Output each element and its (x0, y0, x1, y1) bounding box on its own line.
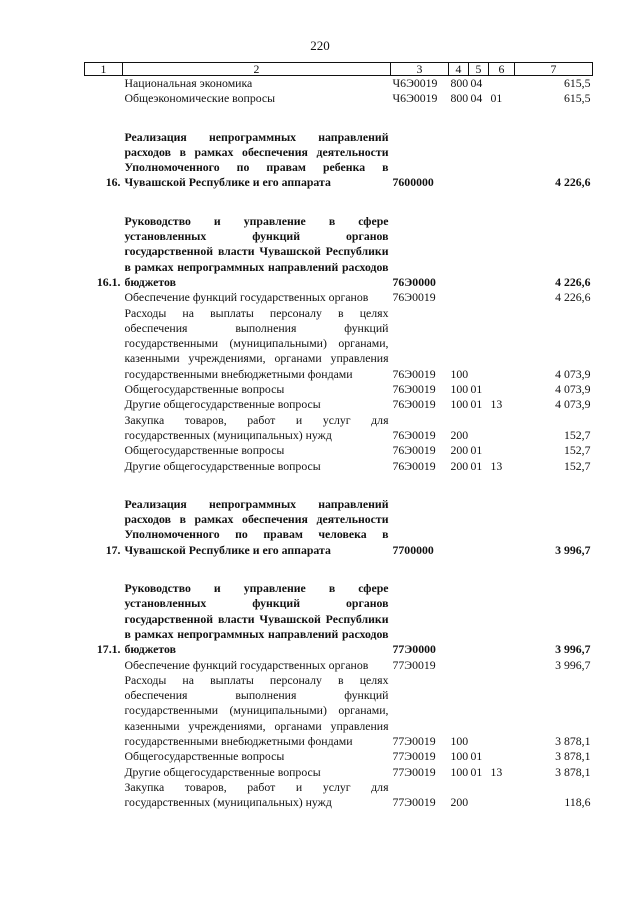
table-row (85, 673, 593, 749)
row-expense-type: 800 (450, 91, 469, 106)
section-row (85, 130, 593, 191)
row-number (85, 382, 123, 397)
row-number (85, 459, 123, 474)
row-code: 77Э0000 (392, 642, 436, 657)
row-code: 76Э0019 (392, 290, 436, 305)
row-expense-type: 100 (450, 764, 469, 779)
row-number (85, 443, 123, 458)
section-row (85, 214, 593, 290)
row-expense-type (449, 658, 469, 673)
row-name: Общегосударственные вопросы (124, 382, 285, 397)
column-header: 3 (391, 63, 449, 76)
row-subsection: 01 (490, 91, 503, 106)
row-expense-type: 100 (450, 733, 469, 748)
row-name: Другие общегосударственные вопросы (124, 397, 321, 412)
row-name: Общеэкономические вопросы (124, 91, 276, 106)
row-number (85, 413, 123, 444)
table-row (85, 382, 593, 397)
row-amount: 3 878,1 (555, 764, 591, 779)
row-name: Обеспечение функций государственных органов (124, 290, 369, 305)
row-expense-type: 100 (450, 382, 469, 397)
row-name: Реализация непрограммных направлений расходов в рамках обеспечения деятельности Уполномоченного по правам человека в Чувашской Республике и его аппарата (124, 496, 389, 557)
row-section (469, 658, 489, 673)
row-code: 77Э0019 (392, 795, 436, 810)
table-row (85, 397, 593, 412)
row-name: Реализация непрограммных направлений расходов в рамках обеспечения деятельности Уполномоченного по правам ребенка в Чувашской Республике и его аппарата (124, 129, 389, 190)
spacer-cell (85, 558, 593, 581)
row-code: 7700000 (392, 542, 434, 557)
row-name: Другие общегосударственные вопросы (124, 458, 321, 473)
row-section (469, 413, 489, 444)
row-section (469, 497, 489, 558)
row-name: Закупка товаров, работ и услуг для государственных (муниципальных) нужд (124, 412, 389, 442)
row-code: 77Э0019 (392, 749, 436, 764)
row-amount: 3 878,1 (555, 733, 591, 748)
row-amount: 4 073,9 (555, 382, 591, 397)
row-expense-type: 800 (450, 76, 469, 90)
row-number (85, 749, 123, 764)
row-section: 01 (470, 382, 483, 397)
row-subsection (489, 673, 515, 749)
row-code: 76Э0019 (392, 366, 436, 381)
row-amount: 4 073,9 (555, 397, 591, 412)
row-subsection (489, 290, 515, 305)
row-name: Расходы на выплаты персоналу в целях обеспечения выполнения функций государственными (муниципальными) органами, казенными учреждениями, органами управления государственными внебюджетными фондами (124, 305, 389, 381)
row-number (85, 780, 123, 811)
column-header: 5 (469, 63, 489, 76)
row-expense-type: 200 (450, 458, 469, 473)
row-subsection (489, 413, 515, 444)
row-expense-type (449, 581, 469, 657)
row-expense-type: 100 (450, 749, 469, 764)
row-name: Руководство и управление в сфере установленных функций органов государственной власти Чувашской Республики в рамках непрограммных направлений расходов бюджетов (124, 581, 389, 657)
table-row (85, 76, 593, 92)
row-subsection (489, 382, 515, 397)
row-name: Другие общегосударственные вопросы (124, 764, 321, 779)
row-number: 17. (105, 542, 121, 557)
row-number (85, 290, 123, 305)
spacer-row (85, 107, 593, 130)
row-code: Ч6Э0019 (392, 76, 438, 90)
row-amount: 4 226,6 (555, 175, 591, 190)
row-expense-type (449, 497, 469, 558)
row-expense-type (449, 130, 469, 191)
table-row (85, 91, 593, 106)
page-number: 220 (310, 38, 330, 53)
row-name: Закупка товаров, работ и услуг для государственных (муниципальных) нужд (124, 779, 389, 810)
row-subsection: 13 (490, 764, 503, 779)
row-number: 16. (105, 175, 121, 190)
row-number (85, 765, 123, 780)
row-section (469, 290, 489, 305)
row-code: 76Э0019 (392, 382, 436, 397)
row-expense-type (449, 214, 469, 290)
row-subsection (489, 76, 515, 92)
spacer-cell (85, 191, 593, 214)
row-subsection (489, 749, 515, 764)
row-code: 76Э0019 (392, 458, 436, 473)
row-number: 16.1. (96, 274, 121, 289)
row-number (85, 397, 123, 412)
row-section: 04 (470, 76, 483, 90)
row-expense-type: 100 (450, 397, 469, 412)
table-row (85, 765, 593, 780)
row-number (85, 76, 123, 92)
row-amount: 152,7 (563, 427, 591, 442)
row-subsection (489, 306, 515, 382)
row-amount: 4 226,6 (555, 290, 591, 305)
table-body (85, 76, 593, 811)
row-code: 76Э0019 (392, 427, 436, 442)
spacer-cell (85, 107, 593, 130)
row-expense-type: 200 (450, 427, 469, 442)
row-number (85, 673, 123, 749)
row-subsection (489, 214, 515, 290)
row-subsection (489, 443, 515, 458)
row-subsection (489, 130, 515, 191)
row-subsection: 13 (490, 458, 503, 473)
spacer-row (85, 191, 593, 214)
row-name: Общегосударственные вопросы (124, 443, 285, 458)
row-amount: 4 226,6 (555, 274, 591, 289)
row-code: 7600000 (392, 175, 434, 190)
row-code: 76Э0019 (392, 443, 436, 458)
budget-table (84, 62, 593, 810)
row-section (469, 780, 489, 811)
row-subsection (489, 497, 515, 558)
column-header: 4 (449, 63, 469, 76)
table-row (85, 459, 593, 474)
row-number (85, 91, 123, 106)
row-section: 01 (470, 764, 483, 779)
row-code: 76Э0000 (392, 274, 436, 289)
row-section (469, 673, 489, 749)
row-expense-type (449, 290, 469, 305)
row-amount: 615,5 (563, 91, 591, 106)
row-amount: 3 996,7 (555, 657, 591, 672)
row-amount: 152,7 (563, 458, 591, 473)
table-row (85, 780, 593, 811)
column-header-row (85, 63, 593, 76)
row-amount: 3 996,7 (555, 542, 591, 557)
row-section: 01 (470, 397, 483, 412)
table-row (85, 658, 593, 673)
row-amount: 152,7 (563, 443, 591, 458)
row-subsection (489, 658, 515, 673)
row-subsection (489, 780, 515, 811)
row-section (469, 130, 489, 191)
table-row (85, 413, 593, 444)
spacer-row (85, 474, 593, 497)
table-row (85, 290, 593, 305)
column-header: 6 (489, 63, 515, 76)
row-code: Ч6Э0019 (392, 91, 438, 106)
row-number (85, 306, 123, 382)
row-section: 01 (470, 749, 483, 764)
row-name: Общегосударственные вопросы (124, 749, 285, 764)
column-header: 7 (515, 63, 593, 76)
row-name: Национальная экономика (124, 76, 253, 90)
row-code: 77Э0019 (392, 733, 436, 748)
column-header: 1 (85, 63, 123, 76)
row-section (469, 306, 489, 382)
column-header: 2 (123, 63, 391, 76)
row-name: Руководство и управление в сфере установленных функций органов государственной власти Чувашской Республики в рамках непрограммных направлений расходов бюджетов (124, 213, 389, 289)
spacer-cell (85, 474, 593, 497)
table-row (85, 306, 593, 382)
row-name: Расходы на выплаты персоналу в целях обеспечения выполнения функций государственными (муниципальными) органами, казенными учреждениями, органами управления государственными внебюджетными фондами (124, 672, 389, 748)
row-section: 01 (470, 443, 483, 458)
row-code: 77Э0019 (392, 657, 436, 672)
row-amount: 118,6 (564, 795, 591, 810)
section-row (85, 581, 593, 657)
row-number (85, 658, 123, 673)
row-name: Обеспечение функций государственных органов (124, 657, 369, 672)
row-expense-type: 200 (450, 443, 469, 458)
row-number: 17.1. (96, 642, 121, 657)
row-subsection: 13 (490, 397, 503, 412)
row-section (469, 214, 489, 290)
row-section (469, 581, 489, 657)
row-amount: 3 996,7 (555, 642, 591, 657)
row-subsection (489, 581, 515, 657)
row-section: 04 (470, 91, 483, 106)
row-amount: 615,5 (563, 76, 591, 90)
section-row (85, 497, 593, 558)
spacer-row (85, 558, 593, 581)
row-amount: 4 073,9 (555, 366, 591, 381)
table-row (85, 443, 593, 458)
row-code: 76Э0019 (392, 397, 436, 412)
row-expense-type: 100 (450, 366, 469, 381)
row-section: 01 (470, 458, 483, 473)
row-amount: 3 878,1 (555, 749, 591, 764)
row-code: 77Э0019 (392, 764, 436, 779)
table-row (85, 749, 593, 764)
row-expense-type: 200 (450, 795, 469, 810)
